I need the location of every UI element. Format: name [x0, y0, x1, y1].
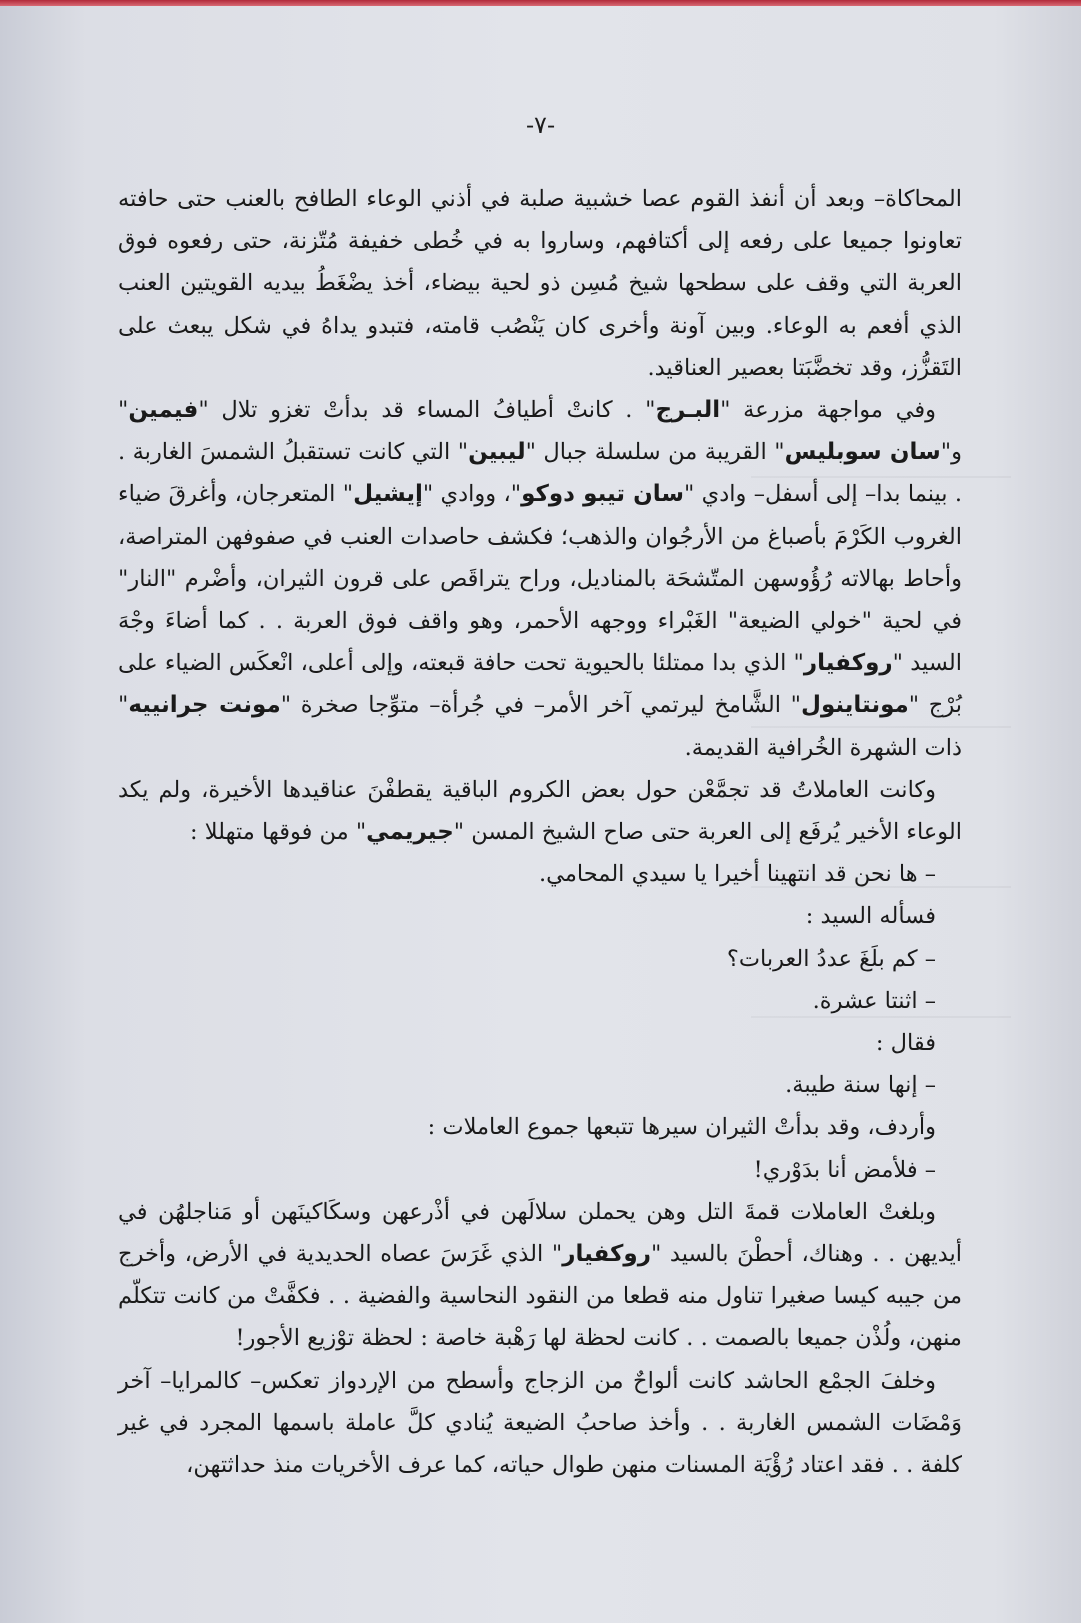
page-number: -٧- — [525, 111, 556, 139]
text-run: " الشَّامخ ليرتمي آخر الأمر– في جُرأة– متوِّجا صخرة " — [280, 692, 802, 719]
dialogue-line: وأردف، وقد بدأتْ الثيران سيرها تتبعها جموع العاملات : — [427, 1114, 936, 1141]
text-run: " المتعرجان، وأغرقَ ضياء الغروب الكَرْمَ بأصباغ من الأرجُوان والذهب؛ فكشف حاصدات العنب في صفوفهن المتراصة، وأحاط بهالاته رُؤُوسهن المتّشحَة بالمناديل، وراح يتراقَص على قرون الثيران، وأضْرم "النار" في لحية "خولي الضيعة" الغَبْراء ووجهه الأحمر، وهو واقف فوق العربة . . كما أضاءَ وجْهَ السيد " — [118, 481, 962, 677]
paragraph — [118, 389, 962, 769]
page-body — [118, 178, 962, 1486]
place-name: إيشيل — [353, 481, 423, 508]
person-name: روكفيار — [803, 650, 893, 677]
text-run: "، ووادي " — [422, 481, 522, 508]
dialogue-line: – إنها سنة طيبة. — [785, 1072, 936, 1099]
place-name: مونتاينول — [801, 692, 909, 719]
text-run: " الذي غَرَسَ عصاه الحديدية في الأرض، وأخرج من جيبه كيسا صغيرا تناول منه قطعا من النقود النحاسية والفضية . . فكفَّتْ من كانت تتكلّم منهن، ولُذْن جميعا بالصمت . . كانت لحظة لها رَهْبة خاصة : لحظة توْزيع الأجور! — [118, 1241, 962, 1352]
place-name: سان تيبو دوكو — [521, 481, 685, 508]
person-name: روكفيار — [562, 1241, 651, 1268]
text-run: وكانت العاملاتُ قد تجمَّعْن حول بعض الكروم الباقية يقطفْنَ عناقيدها الأخيرة، ولم يكد الوعاء الأخير يُرفَع إلى العربة حتى صاح الشيخ المسن " — [118, 776, 962, 846]
text-run: " و" — [118, 397, 962, 466]
text-run: " القريبة من سلسلة جبال " — [525, 439, 785, 466]
paragraph — [118, 1191, 962, 1360]
place-name: البـرج — [655, 397, 721, 424]
text-run: " من فوقها متهللا : — [190, 819, 367, 846]
paragraph: وخلفَ الجمْع الحاشد كانت ألواحٌ من الزجاج وأسطح من الإردواز تعكس– كالمرايا– آخر وَمْضَات الشمس الغاربة . . وأخذ صاحبُ الضيعة يُنادي كلَّ عاملة باسمها المجرد في غير كلفة . . فقد اعتاد رُؤْيَة المسنات منهن طوال حياته، كما عرف الأخريات منذ حداثتهن، — [118, 1367, 962, 1479]
dialogue-line: – اثنتا عشرة. — [812, 987, 936, 1014]
text-run: " ذات الشهرة الخُرافية القديمة. — [118, 692, 962, 761]
person-name: جيريمي — [366, 819, 454, 846]
text-run: " الذي بدا ممتلئا بالحيوية تحت حافة قبعته، وإلى أعلى، انْعكَس الضياء على بُرْج " — [118, 650, 963, 719]
place-name: ليبين — [468, 439, 526, 466]
dialogue-line: – فلأمض أنا بدَوْري! — [753, 1156, 936, 1183]
dialogue-line: – كم بلَغَ عددُ العربات؟ — [726, 945, 936, 972]
text-run: وفي مواجهة مزرعة " — [720, 397, 936, 424]
dialogue-line: فقال : — [875, 1030, 936, 1057]
place-name: سان سوبليس — [784, 439, 941, 466]
dialogue-line: فسأله السيد : — [805, 903, 936, 930]
text-run: " . كانتْ أطيافُ المساء قد بدأتْ تغزو تلال " — [198, 397, 656, 424]
place-name: مونت جرانييه — [128, 692, 281, 719]
place-name: فيمين — [128, 397, 199, 424]
paragraph: المحاكاة– وبعد أن أنفذ القوم عصا خشبية صلبة في أذني الوعاء الطافح بالعنب حتى حافته تعاونوا جميعا على رفعه إلى أكتافهم، وساروا به في خُطى خفيفة مُتّزنة، حتى رفعوه فوق العربة التي وقف على سطحها شيخ مُسِن ذو لحية بيضاء، أخذ يضْغَطُ بيديه القويتين العنب الذي أفعم به الوعاء. وبين آونة وأخرى كان يَنْصُب قامته، فتبدو يداهُ في شكل يبعث على التَقزُّز، وقد تخضَّبَتا بعصير العناقيد. — [118, 186, 962, 381]
text-run: " التي كانت تستقبلُ الشمسَ الغاربة . . بينما بدا– إلى أسفل– وادي " — [118, 439, 962, 508]
book-page — [0, 6, 1081, 1623]
paragraph — [118, 769, 962, 853]
dialogue-line: – ها نحن قد انتهينا أخيرا يا سيدي المحامي. — [538, 861, 936, 888]
text-run: وبلغتْ العاملات قمةَ التل وهن يحملن سلالَهن في أذْرعهن وسكَاكينَهن أو مَناجلهُن في أيديهن . . وهناك، أحطْنَ بالسيد " — [118, 1198, 962, 1268]
